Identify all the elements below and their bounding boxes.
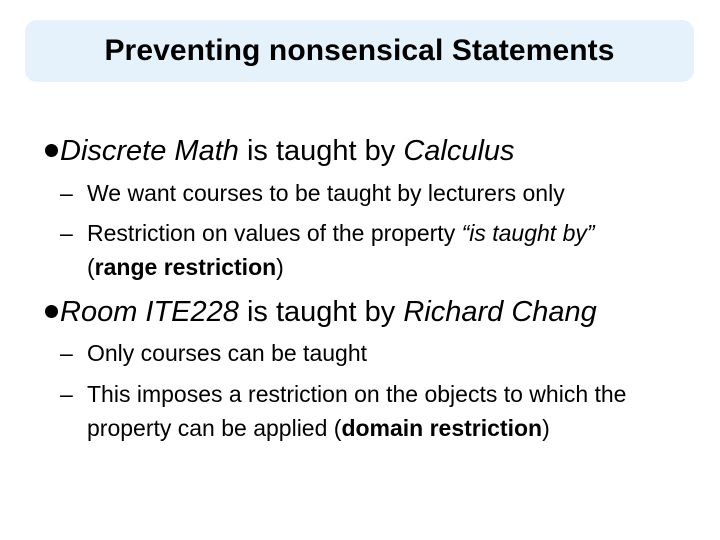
bullet-2-sub-2 bbox=[60, 377, 630, 445]
bullet-1-subject: Discrete Math bbox=[60, 135, 239, 167]
bullet-1-sub-2-post: ) bbox=[276, 254, 284, 280]
property-name: “is taught by” bbox=[461, 220, 595, 246]
bullet-1-sub-2-mid: ( bbox=[87, 254, 95, 280]
bullet-2-subject: Room ITE228 bbox=[60, 296, 239, 328]
bullet-2-verb: is taught by bbox=[238, 296, 404, 328]
bullet-2-object: Richard Chang bbox=[403, 296, 597, 328]
bullet-1 bbox=[45, 134, 515, 168]
bullet-1-sub-1 bbox=[60, 176, 660, 210]
bullet-1-sub-2-pre: Restriction on values of the property bbox=[87, 220, 462, 246]
bullet-1-verb: is taught by bbox=[238, 135, 404, 167]
dash-icon: – bbox=[60, 340, 73, 366]
bullet-2-sub-2-text bbox=[87, 377, 630, 445]
dash-icon: – bbox=[60, 381, 73, 407]
bullet-2-sub-1 bbox=[60, 336, 660, 370]
dash-icon: – bbox=[60, 220, 73, 246]
bullet-2-sub-2-post: ) bbox=[542, 415, 550, 441]
slide-title: Preventing nonsensical Statements bbox=[104, 34, 615, 67]
bullet-1-sub-1-text: We want courses to be taught by lecturers only bbox=[87, 180, 565, 206]
dash-icon: – bbox=[60, 180, 73, 206]
domain-restriction-term: domain restriction bbox=[341, 415, 543, 441]
bullet-2 bbox=[45, 295, 597, 329]
bullet-1-object: Calculus bbox=[403, 135, 515, 167]
bullet-1-sub-2-text bbox=[87, 216, 660, 284]
range-restriction-term: range restriction bbox=[94, 254, 277, 280]
bullet-2-sub-2-pre: This imposes a restriction on the objects to which the property can be applied ( bbox=[87, 381, 627, 441]
bullet-dot-icon bbox=[45, 305, 58, 318]
bullet-1-sub-2 bbox=[60, 216, 660, 284]
bullet-dot-icon bbox=[45, 144, 58, 157]
bullet-2-sub-1-text: Only courses can be taught bbox=[87, 340, 367, 366]
